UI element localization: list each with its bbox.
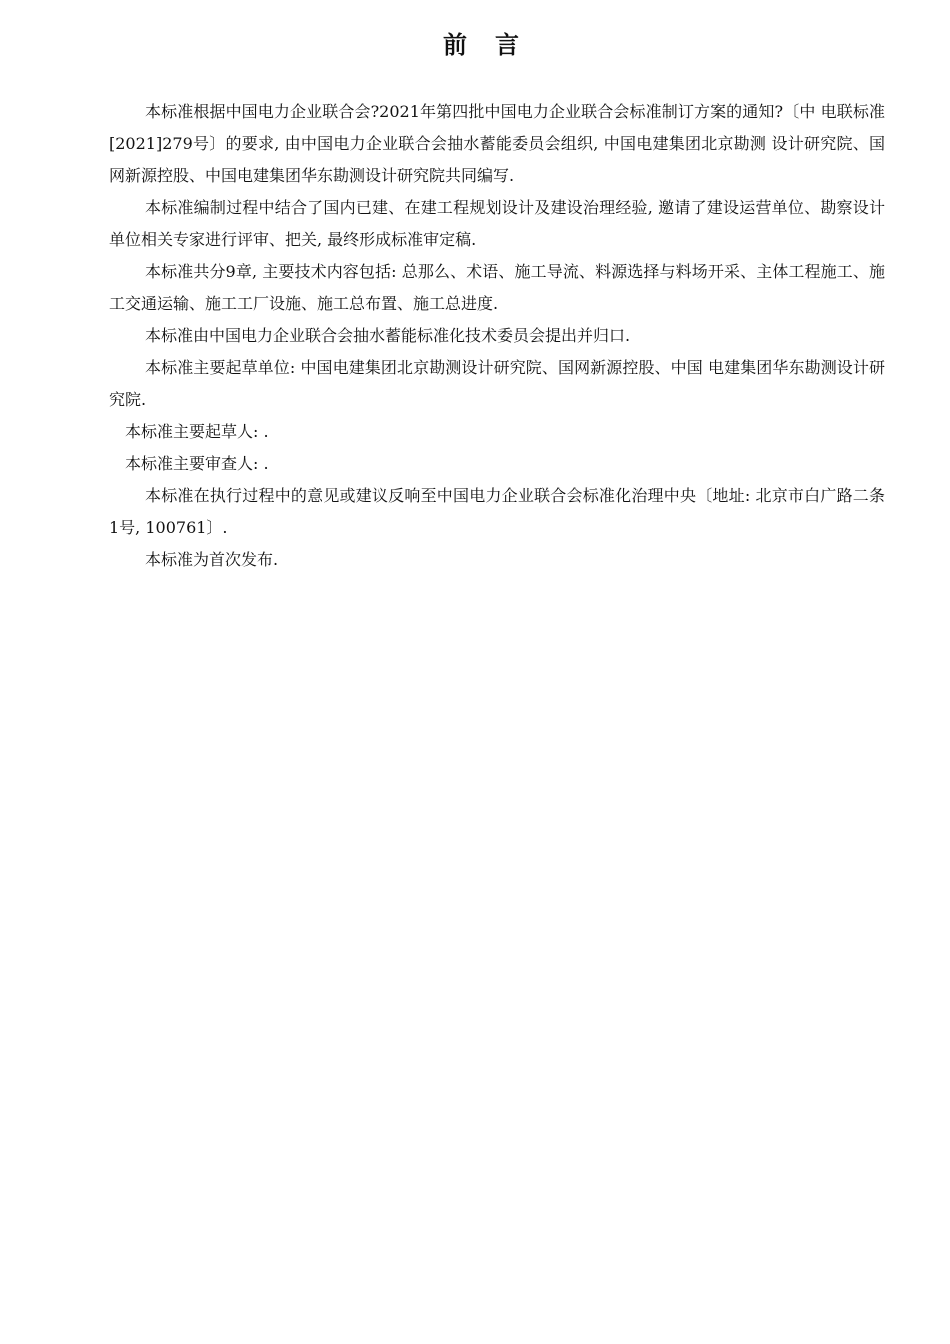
foreword-body: [109, 96, 885, 576]
paragraph-proposer: 本标准由中国电力企业联合会抽水蓄能标准化技术委员会提出并归口.: [145, 326, 631, 345]
paragraph-compilation: 本标准编制过程中结合了国内已建、在建工程规划设计及建设治理经验, 邀请了建设运营单位、勘察设计单位相关专家进行评审、把关, 最终形成标准审定稿.: [109, 198, 885, 249]
paragraph-basis: 本标准根据中国电力企业联合会?2021年第四批中国电力企业联合会标准制订方案的通知?〔中 电联标准[2021]279号〕的要求, 由中国电力企业联合会抽水蓄能委员会组织, 中国电建集团北京勘测 设计研究院、国网新源控股、中国电建集团华东勘测设计研究院共同编写.: [109, 102, 885, 185]
page-title: 前言: [443, 31, 547, 59]
paragraph-drafting-units: 本标准主要起草单位: 中国电建集团北京勘测设计研究院、国网新源控股、中国 电建集团华东勘测设计研究院.: [109, 358, 885, 409]
paragraph-reviewers: 本标准主要审查人: .: [125, 454, 269, 473]
paragraph-feedback: 本标准在执行过程中的意见或建议反响至中国电力企业联合会标准化治理中央〔地址: 北京市白广路二条1号, 100761〕.: [109, 486, 885, 537]
paragraph-first-release: 本标准为首次发布.: [145, 550, 279, 569]
paragraph-drafters: 本标准主要起草人: .: [125, 422, 269, 441]
paragraph-contents: 本标准共分9章, 主要技术内容包括: 总那么、术语、施工导流、料源选择与料场开采、主体工程施工、施工交通运输、施工工厂设施、施工总布置、施工总进度.: [109, 262, 885, 313]
